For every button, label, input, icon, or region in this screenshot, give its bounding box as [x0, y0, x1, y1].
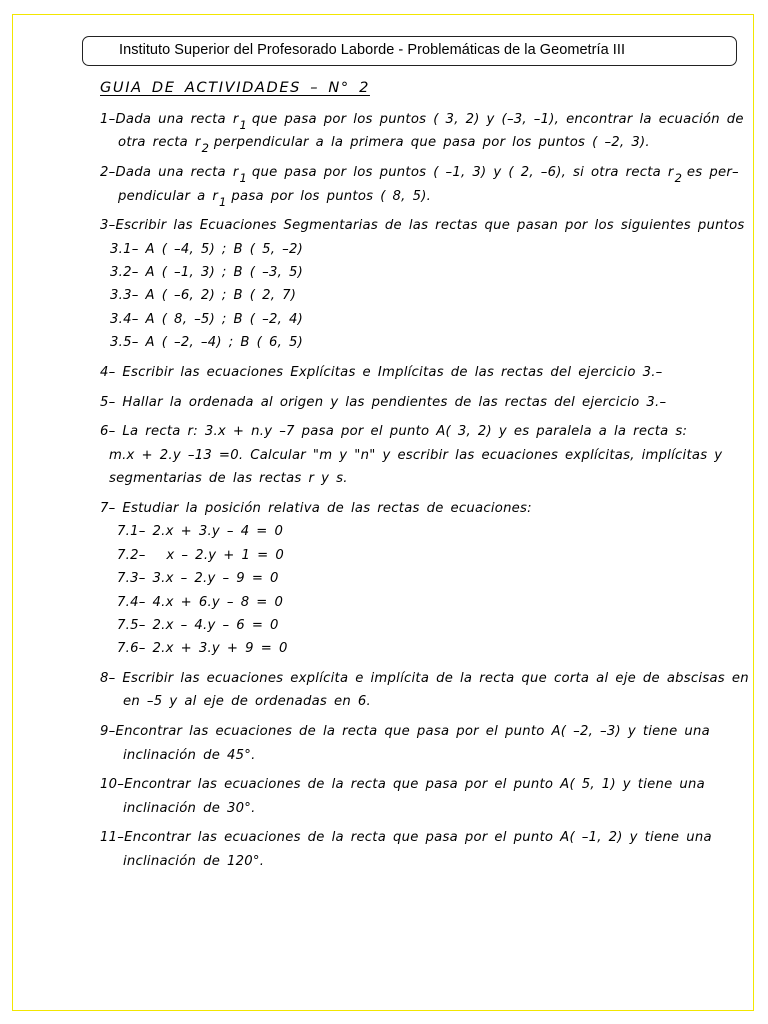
exercise-2 [100, 161, 739, 209]
exercise-7-item: 7.5– 2.x – 4.y – 6 = 0 [117, 617, 279, 633]
header-box [82, 36, 737, 66]
ex2-text-e: pasa por los puntos ( 8, 5). [231, 188, 432, 204]
exercise-1 [100, 108, 744, 156]
exercise-3-item: 3.3– A ( –6, 2) ; B ( 2, 7) [110, 288, 297, 304]
ex2-subscript-3: 1 [219, 194, 227, 209]
exercise-7-item: 7.6– 2.x + 3.y + 9 = 0 [117, 641, 288, 657]
exercise-9 [100, 720, 730, 767]
exercise-3-item: 3.4– A ( 8, –5) ; B ( –2, 4) [110, 311, 304, 327]
exercise-10-line-2: inclinación de 30°. [123, 800, 256, 816]
exercise-9-line-2: inclinación de 45°. [123, 747, 256, 763]
exercise-3 [100, 214, 745, 354]
exercise-8-line-1: 8– Escribir las ecuaciones explícita e implícita de la recta que corta al eje de abscisas en [100, 671, 749, 687]
exercise-4-text: 4– Escribir las ecuaciones Explícitas e Implícitas de las rectas del ejercicio 3.– [100, 364, 663, 380]
ex1-subscript-1: 1 [239, 118, 247, 132]
ex2-text-b: que pasa por los puntos ( –1, 3) y ( 2, –6), si otra recta r [251, 165, 674, 181]
exercise-8-line-2: en –5 y al eje de ordenadas en 6. [123, 694, 371, 710]
exercise-1-line-2 [100, 131, 730, 154]
exercise-6-line-3: segmentarias de las rectas r y s. [109, 471, 348, 487]
exercise-10-line-1: 10–Encontrar las ecuaciones de la recta que pasa por el punto A( 5, 1) y tiene una [100, 777, 705, 793]
ex2-subscript-1: 1 [239, 171, 247, 186]
document-content [100, 76, 749, 879]
exercise-5-text: 5– Hallar la ordenada al origen y las pendientes de las rectas del ejercicio 3.– [100, 394, 667, 410]
header-title: Instituto Superior del Profesorado Laborde - Problemáticas de la Geometría III [119, 42, 626, 58]
exercise-8 [100, 667, 749, 714]
exercise-7-intro: 7– Estudiar la posición relativa de las rectas de ecuaciones: [100, 500, 532, 516]
exercise-4 [100, 361, 730, 384]
exercise-2-line-1 [100, 161, 739, 186]
ex2-subscript-2: 2 [674, 171, 682, 186]
exercise-7 [100, 497, 730, 661]
exercise-7-item: 7.1– 2.x + 3.y – 4 = 0 [117, 524, 284, 540]
exercise-11 [100, 826, 730, 873]
exercise-3-item: 3.5– A ( –2, –4) ; B ( 6, 5) [110, 335, 304, 351]
exercise-10 [100, 773, 730, 820]
exercise-7-item: 7.2– x – 2.y + 1 = 0 [117, 547, 284, 563]
ex1-text-b: que pasa por los puntos ( 3, 2) y (–3, –1), encontrar la ecuación de [251, 112, 744, 127]
exercise-1-line-1 [100, 108, 744, 132]
exercise-11-line-1: 11–Encontrar las ecuaciones de la recta que pasa por el punto A( –1, 2) y tiene una [100, 830, 712, 846]
exercise-7-item: 7.4– 4.x + 6.y – 8 = 0 [117, 594, 284, 610]
ex2-text-a: 2–Dada una recta r [100, 165, 239, 181]
guide-title: GUIA DE ACTIVIDADES – N° 2 [100, 79, 370, 96]
ex1-text-a: 1–Dada una recta r [100, 112, 239, 127]
exercise-7-item: 7.3– 3.x – 2.y – 9 = 0 [117, 571, 279, 587]
exercise-9-line-1: 9–Encontrar las ecuaciones de la recta que pasa por el punto A( –2, –3) y tiene una [100, 724, 710, 740]
ex1-text-c: otra recta r [118, 135, 201, 151]
exercise-3-intro: 3–Escribir las Ecuaciones Segmentarias de las rectas que pasan por los siguientes puntos [100, 218, 745, 234]
ex2-text-c: es per– [686, 165, 739, 181]
exercise-11-line-2: inclinación de 120°. [123, 853, 265, 869]
exercise-6-line-2: m.x + 2.y –13 =0. Calcular "m y "n" y escribir las ecuaciones explícitas, implícitas y [109, 447, 723, 463]
ex2-text-d: pendicular a r [118, 188, 219, 204]
exercise-5 [100, 391, 730, 414]
exercise-3-item: 3.1– A ( –4, 5) ; B ( 5, –2) [110, 241, 304, 257]
ex1-subscript-2: 2 [201, 141, 209, 156]
exercise-3-item: 3.2– A ( –1, 3) ; B ( –3, 5) [110, 265, 304, 281]
exercise-2-line-2 [100, 185, 730, 208]
ex1-text-d: perpendicular a la primera que pasa por los puntos ( –2, 3). [213, 135, 650, 151]
exercise-6-line-1: 6– La recta r: 3.x + n.y –7 pasa por el punto A( 3, 2) y es paralela a la recta s: [100, 424, 688, 440]
exercise-6 [100, 420, 730, 490]
